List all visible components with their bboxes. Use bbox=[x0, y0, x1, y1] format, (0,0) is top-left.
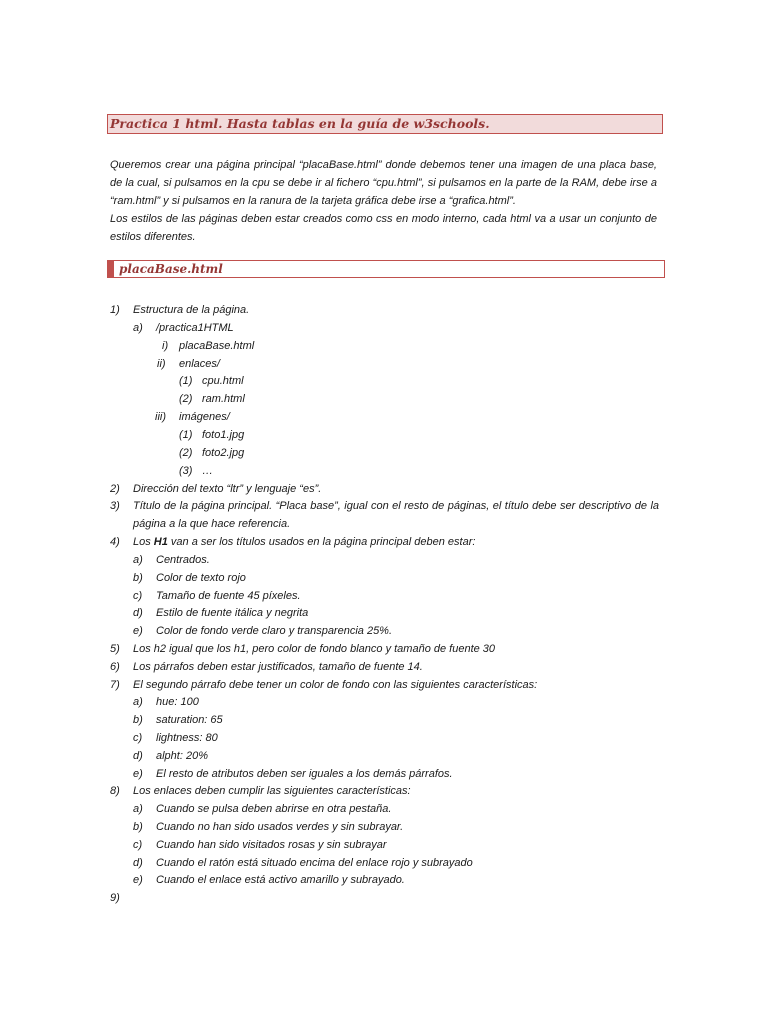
list-item: Los enlaces deben cumplir las siguientes características: bbox=[133, 785, 411, 797]
list-item: Estilo de fuente itálica y negrita bbox=[156, 607, 309, 619]
list-item: El segundo párrafo debe tener un color de fondo con las siguientes características: bbox=[133, 679, 538, 691]
list-marker: b) bbox=[133, 821, 143, 833]
list-item: imágenes/ bbox=[179, 411, 230, 423]
list-marker: (1) bbox=[179, 375, 193, 387]
list-item: cpu.html bbox=[202, 375, 244, 387]
list-marker: c) bbox=[133, 590, 143, 602]
list-marker: a) bbox=[133, 554, 143, 566]
list-marker: 8) bbox=[110, 785, 120, 797]
list-item: Centrados. bbox=[156, 554, 210, 566]
list-item: … bbox=[202, 465, 213, 477]
list-marker: a) bbox=[133, 322, 143, 334]
list-marker: e) bbox=[133, 874, 143, 886]
list-item: Los h2 igual que los h1, pero color de fondo blanco y tamaño de fuente 30 bbox=[133, 643, 496, 655]
list-item: alpht: 20% bbox=[156, 750, 208, 762]
list-item-text: Los bbox=[133, 536, 154, 548]
list-marker: d) bbox=[133, 857, 143, 869]
list-item-text: van a ser los títulos usados en la página principal deben estar: bbox=[167, 536, 476, 548]
list-item: El resto de atributos deben ser iguales a los demás párrafos. bbox=[156, 768, 453, 780]
list-item: ram.html bbox=[202, 393, 245, 405]
list-item: Los párrafos deben estar justificados, tamaño de fuente 14. bbox=[133, 661, 423, 673]
list-marker: 1) bbox=[110, 304, 120, 316]
list-item: enlaces/ bbox=[179, 358, 220, 370]
list-item: Dirección del texto “ltr” y lenguaje “es”. bbox=[133, 483, 322, 495]
document-title: Practica 1 html. Hasta tablas en la guía de w3schools. bbox=[107, 114, 663, 134]
intro-paragraph-1: Queremos crear una página principal “placaBase.html” donde debemos tener una imagen de una placa base, de la cual, si pulsamos en la cpu se debe ir al fichero “cpu.html”, si pulsamos en la parte de la RAM, debe irse a “ram.html” y si pulsamos en la ranura de la tarjeta gráfica debe irse a “grafica.html”. bbox=[110, 159, 657, 207]
list-item: Cuando han sido visitados rosas y sin subrayar bbox=[156, 839, 387, 851]
list-item: hue: 100 bbox=[156, 696, 199, 708]
list-item: Color de texto rojo bbox=[156, 572, 246, 584]
list-item: lightness: 80 bbox=[156, 732, 218, 744]
list-marker: 3) bbox=[110, 500, 120, 512]
list-marker: a) bbox=[133, 696, 143, 708]
list-item: /practica1HTML bbox=[156, 322, 234, 334]
list-marker: 9) bbox=[110, 892, 120, 904]
list-item: Título de la página principal. “Placa base”, igual con el resto de páginas, el título debe ser descriptivo de la página a la que hace referencia. bbox=[133, 500, 659, 530]
list-item bbox=[133, 533, 475, 551]
list-marker: 7) bbox=[110, 679, 120, 691]
list-item: Tamaño de fuente 45 píxeles. bbox=[156, 590, 301, 602]
list-marker: e) bbox=[133, 768, 143, 780]
list-marker: d) bbox=[133, 750, 143, 762]
list-marker: (2) bbox=[179, 393, 193, 405]
list-marker: i) bbox=[162, 340, 169, 352]
section-heading: placaBase.html bbox=[107, 260, 665, 278]
list-marker: b) bbox=[133, 714, 143, 726]
list-marker: 4) bbox=[110, 536, 120, 548]
list-marker: c) bbox=[133, 839, 143, 851]
intro-paragraph-2: Los estilos de las páginas deben estar creados como css en modo interno, cada html va a usar un conjunto de estilos diferentes. bbox=[110, 213, 657, 243]
list-marker: 5) bbox=[110, 643, 120, 655]
list-marker: (3) bbox=[179, 465, 193, 477]
list-marker: 6) bbox=[110, 661, 120, 673]
list-marker: b) bbox=[133, 572, 143, 584]
list-marker: e) bbox=[133, 625, 143, 637]
list-marker: 2) bbox=[110, 483, 120, 495]
list-item: foto2.jpg bbox=[202, 447, 245, 459]
list-marker: d) bbox=[133, 607, 143, 619]
list-item: Cuando no han sido usados verdes y sin subrayar. bbox=[156, 821, 404, 833]
list-marker: ii) bbox=[157, 358, 166, 370]
list-item: placaBase.html bbox=[179, 340, 255, 352]
list-item: Cuando se pulsa deben abrirse en otra pestaña. bbox=[156, 803, 392, 815]
list-item: saturation: 65 bbox=[156, 714, 223, 726]
list-item: Color de fondo verde claro y transparencia 25%. bbox=[156, 625, 393, 637]
list-marker: c) bbox=[133, 732, 143, 744]
list-marker: (1) bbox=[179, 429, 193, 441]
list-item: Cuando el enlace está activo amarillo y subrayado. bbox=[156, 874, 405, 886]
list-item: Cuando el ratón está situado encima del enlace rojo y subrayado bbox=[156, 857, 473, 869]
list-item: Estructura de la página. bbox=[133, 304, 250, 316]
bold-text: H1 bbox=[153, 536, 168, 548]
list-item: foto1.jpg bbox=[202, 429, 245, 441]
list-marker: a) bbox=[133, 803, 143, 815]
list-marker: (2) bbox=[179, 447, 193, 459]
list-marker: iii) bbox=[155, 411, 166, 423]
